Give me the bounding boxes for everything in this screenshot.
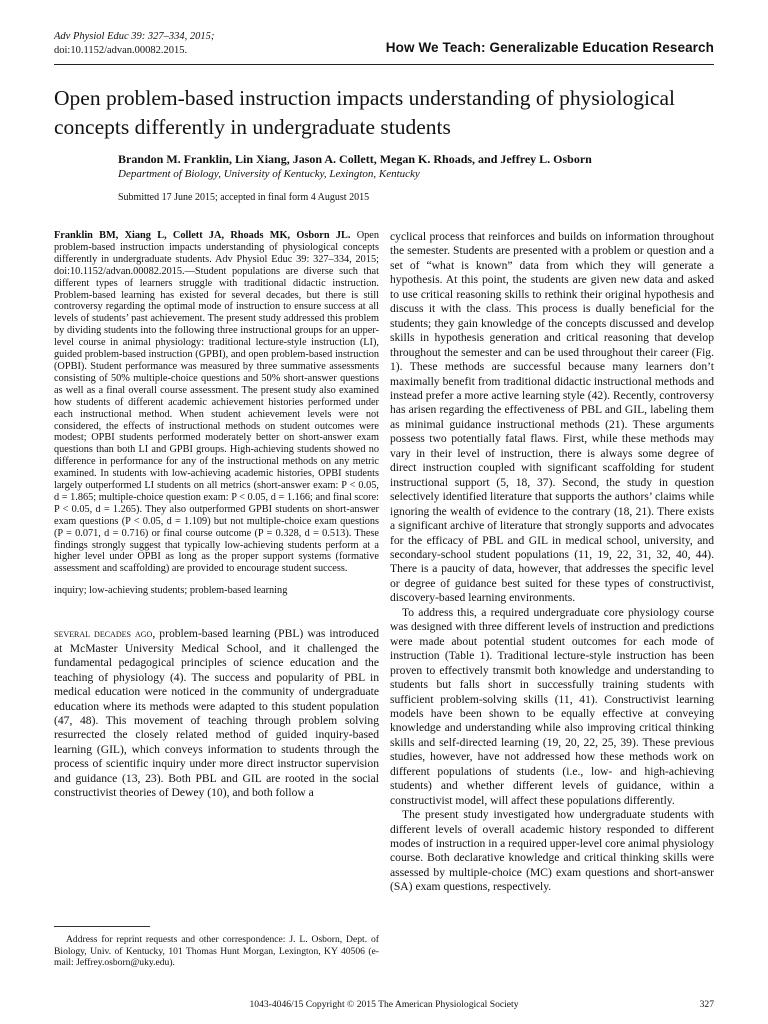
author-list: Brandon M. Franklin, Lin Xiang, Jason A. Collett, Megan K. Rhoads, and Jeffrey L. Osborn bbox=[118, 152, 592, 166]
header-divider bbox=[54, 64, 714, 65]
journal-citation-line1: Adv Physiol Educ 39: 327–334, 2015; bbox=[54, 31, 215, 42]
abstract bbox=[54, 230, 379, 575]
submission-dates: Submitted 17 June 2015; accepted in final form 4 August 2015 bbox=[118, 192, 370, 203]
body-paragraph-3: The present study investigated how undergraduate students with different levels of overall academic history responded to different modes of instruction in a required upper-level core animal physiology course. Both declarative knowledge and critical thinking skills were assessed by multiple-choice (MC) exam questions and short-answer (SA) exam questions, respectively. bbox=[390, 808, 714, 894]
journal-citation-line2: doi:10.1152/advan.00082.2015. bbox=[54, 45, 188, 56]
keywords: inquiry; low-achieving students; problem-based learning bbox=[54, 585, 288, 597]
intro-text: problem-based learning (PBL) was introduced at McMaster University Medical School, and it challenged the fundamental pedagogical principles of science education and the teaching of physiology (4). The success and popularity of PBL in medical education were noticed in the community of undergraduate education where its methods were adapted to this student population (47, 48). This movement of teaching through problem solving resurrected the closely related method of guided inquiry-based learning (GIL), which conveys information to students through the process of scientific inquiry under more direct instructor supervision and guidance (13, 23). Both PBL and GIL are rooted in the social constructivist theories of Dewey (10), and both follow a bbox=[54, 627, 380, 800]
journal-citation bbox=[54, 30, 214, 58]
abstract-citation-authors: Franklin BM, Xiang L, Collett JA, Rhoads MK, Osborn JL. bbox=[54, 230, 351, 241]
page-number: 327 bbox=[699, 999, 714, 1010]
copyright-line: 1043-4046/15 Copyright © 2015 The American Physiological Society bbox=[249, 999, 519, 1010]
introduction-paragraph bbox=[54, 627, 379, 800]
intro-lead-in: several decades ago, bbox=[54, 627, 156, 641]
abstract-text: Open problem-based instruction impacts understanding of physiological concepts differently in undergraduate students. Adv Physiol Educ 39: 327–334, 2015; doi:10.1152/advan.00082.2015.—Student populations are diverse such that different types of learners struggle with traditional didactic instruction. Problem-based learning has existed for several decades, but there is still controversy regarding the optimal mode of instruction to ensure success at all levels of students’ past achievement. The present study addressed this problem by dividing students into the following three instructional groups for an upper-level course in animal physiology: traditional lecture-style instruction (LI), guided problem-based instruction (GPBI), and open problem-based instruction (OPBI). Student performance was measured by three summative assessments consisting of 50% multiple-choice questions and 50% short-answer questions as well as a final overall course assessment. The present study also examined how students of different academic achievement histories performed under each instructional method. When student achievement levels were not considered, the effects of instructional methods on student outcomes were modest; OPBI students performed moderately better on short-answer exam questions than both LI and GPBI groups. High-achieving students showed no difference in performance for any of the instructional methods on any metric examined. In students with low-achieving academic histories, OPBI students largely outperformed LI students on all metrics (short-answer exam: P < 0.05, d = 1.865; multiple-choice question exam: P < 0.05, d = 1.166; and final score: P < 0.05, d = 1.265). They also outperformed GPBI students on short-answer exam questions (P < 0.05, d = 1.109) but not multiple-choice exam questions (P = 0.071, d = 0.716) or final course outcome (P = 0.328, d = 0.513). These findings strongly suggest that typically low-achieving students perform at a higher level under OPBI as long as the proper support systems (formative assessment and scaffolding) are provided to encourage student success. bbox=[54, 230, 379, 575]
left-column bbox=[54, 230, 379, 801]
affiliation: Department of Biology, University of Kentucky, Lexington, Kentucky bbox=[118, 168, 420, 180]
correspondence-footnote: Address for reprint requests and other correspondence: J. L. Osborn, Dept. of Biology, Univ. of Kentucky, 101 Thomas Hunt Morgan, Lexington, KY 40506 (e-mail: Jeffrey.osborn@uky.edu). bbox=[54, 934, 379, 968]
right-column bbox=[390, 230, 714, 895]
section-heading: How We Teach: Generalizable Education Research bbox=[385, 40, 714, 55]
article-title: Open problem-based instruction impacts understanding of physiological concepts differently in undergraduate students bbox=[54, 86, 675, 139]
footnote-divider bbox=[54, 926, 150, 927]
body-paragraph-1: cyclical process that reinforces and builds on information throughout the semester. Students are presented with a problem or question and a set of “what is known” data from which they will generate a hypothesis. At this point, the students are given new data and asked to use critical reasoning skills to rethink their original hypothesis and discuss it with the class. This process is dually beneficial for the students; they gain knowledge of the concepts discussed and develop skills in hypothesis generation and critical reasoning that develop throughout the semester and can be used throughout their career (Fig. 1). These methods are successful because many learners don’t maximally benefit from traditional didactic instructional methods and instead prefer a more active learning style (42). Recently, controversy has arisen regarding the effectiveness of PBL and GIL, labeling them as minimal guidance instructional methods (21). These arguments possess two potentially fatal flaws. First, while these methods may vary in their level of instruction, there is always some degree of direct instruction coupled with significant scaffolding for student instructional support (5, 18, 37). Second, the study in question selectively identified literature that supports the authors’ claims while ignoring the wealth of evidence to the contrary (18, 21). There exists a significant archive of literature that strongly supports and advocates for the efficacy of PBL and GIL in medical school, university, and secondary-school student populations (11, 19, 22, 31, 32, 40, 44). There is a paucity of data, however, that addresses the specific level or degree of guidance best suited for these types of constructivist, discovery-based learning environments. bbox=[390, 230, 714, 605]
body-paragraph-2: To address this, a required undergraduate core physiology course was designed with three different levels of instruction and predictions were made about potential student outcomes for each mode of instruction (Table 1). Traditional lecture-style instruction has been proven to effectively transmit both knowledge and understanding to students but falls short in successfully training students with sufficient problem-solving skills (11, 41). Constructivist learning models have been shown to be equally effective at conveying knowledge and understanding while also improving critical thinking skills and self-directed learning (19, 20, 22, 25, 39). These previous studies, however, have not addressed how these methods work on different populations of students (i.e., low- and high-achieving students) and whether different levels of guidance, within a constructivist model, will affect these populations differently. bbox=[390, 605, 714, 807]
